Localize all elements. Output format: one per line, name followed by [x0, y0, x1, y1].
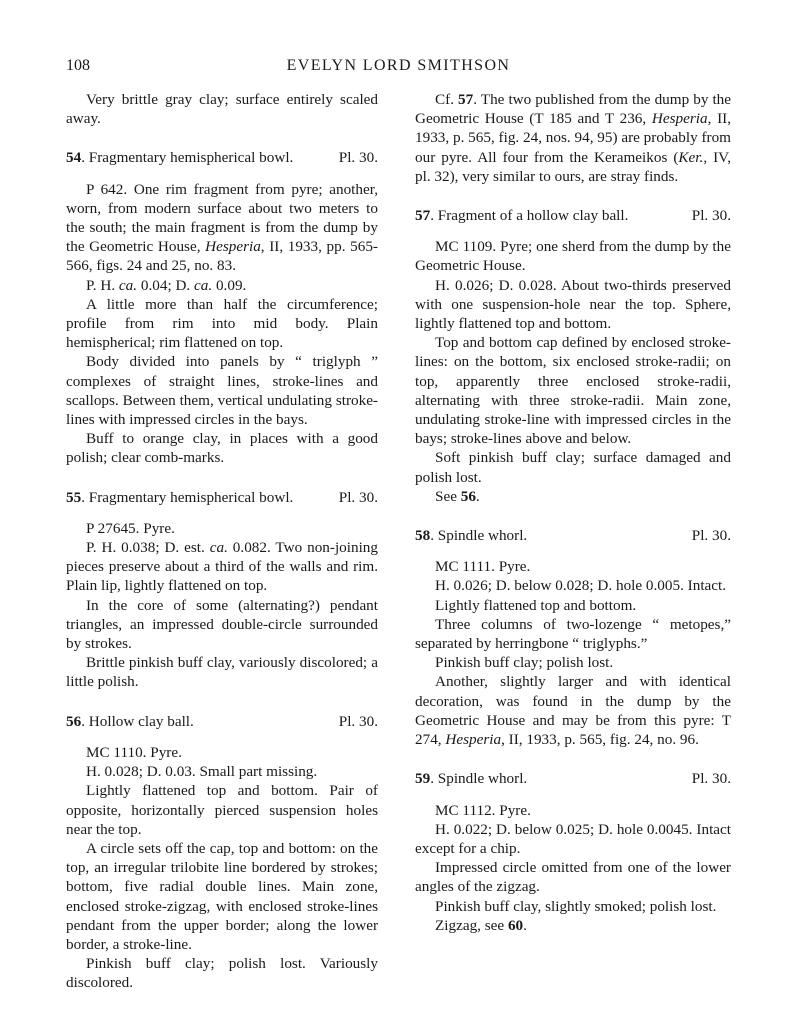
- entry-title: 54. Fragmentary hemispherical bowl.: [66, 149, 294, 167]
- entry-paragraph: Impressed circle omitted from one of the lower angles of the zigzag.: [415, 859, 731, 896]
- see-reference: Zigzag, see 60.: [435, 916, 527, 934]
- entry-paragraph: Another, slightly larger and with identical decoration, was found in the dump by the Geometric House and may be from this pyre: T 274, Hesperia, II, 1933, p. 565, fig. 24, no. 96.: [415, 673, 731, 749]
- entry-paragraph: P 27645. Pyre.: [86, 519, 175, 537]
- plate-reference: Pl. 30.: [691, 207, 731, 225]
- entry-paragraph: Pinkish buff clay; polish lost.: [435, 654, 614, 672]
- entry-paragraph: A circle sets off the cap, top and bottom: on the top, an irregular trilobite line bordered by strokes; bottom, five radial double lines. Main zone, enclosed stroke-zigzag, with enclosed stroke-lines pendant from the upper border; along the lower border, a stroke-line.: [66, 839, 378, 953]
- measurements: H. 0.022; D. below 0.025; D. hole 0.0045. Intact except for a chip.: [415, 820, 731, 857]
- entry-paragraph: Pinkish buff clay, slightly smoked; polish lost.: [435, 897, 717, 915]
- entry-paragraph: A little more than half the circumference; profile from rim into mid body. Plain hemispherical; rim flattened on top.: [66, 295, 378, 352]
- measurements: H. 0.026; D. below 0.028; D. hole 0.005. Intact.: [435, 577, 727, 595]
- entry-paragraph: MC 1111. Pyre.: [435, 558, 531, 576]
- entry-title: 59. Spindle whorl.: [415, 770, 528, 788]
- entry-title: 56. Hollow clay ball.: [66, 712, 194, 730]
- measurements: P. H. 0.038; D. est. ca. 0.082. Two non-joining pieces preserve about a third of the walls and rim. Plain lip, lightly flattened on top.: [66, 539, 378, 595]
- entry-paragraph: MC 1110. Pyre.: [86, 743, 182, 761]
- entry-paragraph: Three columns of two-lozenge “ metopes,” separated by herringbone “ triglyphs.”: [415, 615, 731, 653]
- plate-reference: Pl. 30.: [338, 149, 378, 167]
- entry-55-heading: [66, 488, 378, 507]
- entry-58-heading: [415, 526, 731, 545]
- entry-57-heading: [415, 206, 731, 225]
- entry-paragraph: In the core of some (alternating?) pendant triangles, an impressed double-circle surrounded by strokes.: [66, 596, 378, 653]
- entry-paragraph: Pinkish buff clay; polish lost. Variously discolored.: [66, 955, 378, 992]
- entry-number: 56: [66, 712, 82, 730]
- running-head: EVELYN LORD SMITHSON: [286, 57, 511, 74]
- measurements: H. 0.028; D. 0.03. Small part missing.: [86, 763, 318, 781]
- entry-title: 57. Fragment of a hollow clay ball.: [415, 207, 629, 225]
- entry-number: 57: [415, 207, 431, 225]
- entry-paragraph: Buff to orange clay, in places with a good polish; clear comb-marks.: [66, 430, 378, 467]
- left-column: [66, 90, 378, 993]
- intro-paragraph: Very brittle gray clay; surface entirely scaled away.: [66, 91, 378, 128]
- entry-title: 55. Fragmentary hemispherical bowl.: [66, 488, 294, 506]
- entry-title: 58. Spindle whorl.: [415, 527, 528, 545]
- see-reference: See 56.: [435, 487, 480, 505]
- page-header: [66, 57, 731, 79]
- right-column: [415, 90, 731, 935]
- plate-reference: Pl. 30.: [338, 712, 378, 730]
- plate-reference: Pl. 30.: [338, 488, 378, 506]
- entry-number: 59: [415, 770, 431, 788]
- page-number: 108: [66, 57, 90, 74]
- entry-number: 55: [66, 488, 82, 506]
- entry-paragraph: Soft pinkish buff clay; surface damaged and polish lost.: [415, 449, 731, 486]
- plate-reference: Pl. 30.: [691, 770, 731, 788]
- entry-54-heading: [66, 148, 378, 167]
- entry-paragraph: Lightly flattened top and bottom.: [435, 596, 637, 614]
- entry-paragraph: MC 1112. Pyre.: [435, 801, 531, 819]
- entry-paragraph: Brittle pinkish buff clay, variously discolored; a little polish.: [66, 654, 378, 691]
- entry-number: 58: [415, 527, 431, 545]
- entry-59-heading: [415, 769, 731, 788]
- measurements: H. 0.026; D. 0.028. About two-thirds preserved with one suspension-hole near the top. Sphere, lightly flattened top and bottom.: [415, 276, 731, 333]
- entry-paragraph: Body divided into panels by “ triglyph ” complexes of straight lines, stroke-lines and scallops. Between them, vertical undulating stroke-lines with impressed circles in the bays.: [66, 353, 378, 429]
- measurements: P. H. ca. 0.04; D. ca. 0.09.: [86, 276, 247, 294]
- plate-reference: Pl. 30.: [691, 527, 731, 545]
- entry-paragraph: P 642. One rim fragment from pyre; another, worn, from modern surface about two meters to the south; the main fragment is from the dump by the Geometric House, Hesperia, II, 1933, pp. 565-566, figs. 24 and 25, no. 83.: [66, 180, 378, 275]
- entry-paragraph: Lightly flattened top and bottom. Pair of opposite, horizontally pierced suspension holes near the top.: [66, 782, 378, 838]
- entry-56-heading: [66, 712, 378, 731]
- cross-reference-paragraph: Cf. 57. The two published from the dump by the Geometric House (T 185 and T 236, Hesperia, II, 1933, p. 565, fig. 24, nos. 94, 95) are probably from our pyre. All four from the Kerameikos (Ker., IV, pl. 32), very similar to ours, are stray finds.: [415, 91, 732, 185]
- entry-paragraph: Top and bottom cap defined by enclosed stroke-lines: on the bottom, six enclosed stroke-radii; on top, apparently three enclosed stroke-radii, alternating with three stroke-radii. Main zone, undulating stroke-line with impressed circles in the bays; stroke-lines above and below.: [415, 334, 731, 448]
- entry-paragraph: MC 1109. Pyre; one sherd from the dump by the Geometric House.: [415, 238, 731, 275]
- entry-number: 54: [66, 149, 82, 167]
